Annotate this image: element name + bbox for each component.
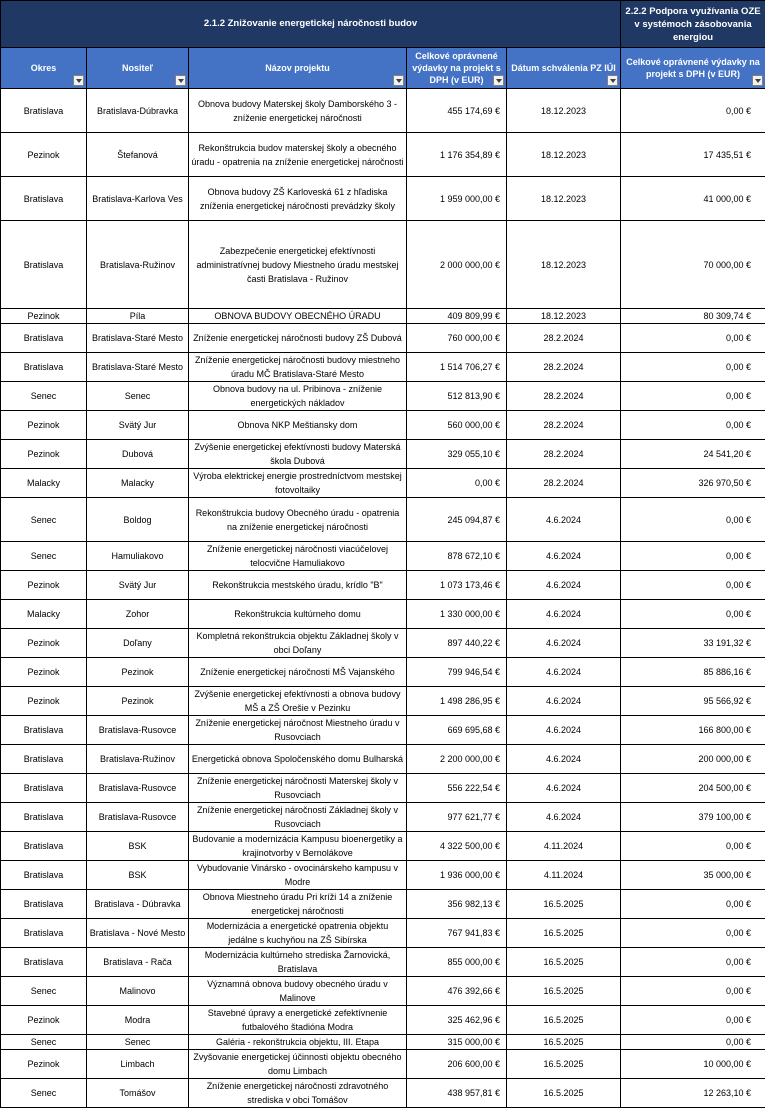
cell-vydavky-oze[interactable]: 204 500,00 € [621, 774, 765, 803]
cell-vydavky[interactable]: 329 055,10 € [407, 440, 507, 469]
table-row [1, 353, 765, 382]
cell-vydavky-oze[interactable]: 35 000,00 € [621, 861, 765, 890]
filter-dropdown-icon[interactable] [175, 75, 186, 86]
table-row [1, 658, 765, 687]
col-header-okres[interactable] [1, 48, 87, 89]
cell-nazov[interactable]: Kompletná rekonštrukcia objektu Základnej školy v obci Doľany [189, 629, 407, 658]
cell-nositel[interactable]: Modra [87, 1006, 189, 1035]
cell-okres[interactable]: Malacky [1, 600, 87, 629]
cell-nazov[interactable]: Obnova budovy ZŠ Karloveská 61 z hľadiska zníženia energetickej náročnosti prevádzky školy [189, 177, 407, 221]
cell-nazov[interactable]: Zníženie energetickej náročnosti MŠ Vajanského [189, 658, 407, 687]
cell-datum[interactable]: 4.11.2024 [507, 832, 621, 861]
filter-dropdown-icon[interactable] [493, 75, 504, 86]
col-header-vydavky-oze-label: Celkové oprávnené výdavky na projekt s DPH (v EUR) [626, 57, 760, 79]
cell-okres[interactable]: Bratislava [1, 89, 87, 133]
cell-datum[interactable]: 4.6.2024 [507, 571, 621, 600]
cell-okres[interactable]: Bratislava [1, 832, 87, 861]
cell-datum[interactable]: 18.12.2023 [507, 89, 621, 133]
cell-vydavky-oze[interactable]: 95 566,92 € [621, 687, 765, 716]
cell-vydavky-oze[interactable]: 0,00 € [621, 977, 765, 1006]
cell-datum[interactable]: 4.6.2024 [507, 687, 621, 716]
cell-nositel[interactable]: Svätý Jur [87, 571, 189, 600]
cell-nazov[interactable]: Zníženie energetickej náročnosti viacúčelovej telocvične Hamuliakovo [189, 542, 407, 571]
cell-vydavky-oze[interactable]: 41 000,00 € [621, 177, 765, 221]
cell-nositel[interactable]: Boldog [87, 498, 189, 542]
cell-nositel[interactable]: Bratislava-Ružinov [87, 221, 189, 309]
cell-datum[interactable]: 4.11.2024 [507, 861, 621, 890]
cell-datum[interactable]: 18.12.2023 [507, 309, 621, 324]
cell-okres[interactable]: Bratislava [1, 890, 87, 919]
cell-datum[interactable]: 16.5.2025 [507, 977, 621, 1006]
cell-nazov[interactable]: Zníženie energetickej náročnosti budovy miestneho úradu MČ Bratislava-Staré Mesto [189, 353, 407, 382]
cell-vydavky[interactable]: 245 094,87 € [407, 498, 507, 542]
col-header-nazov[interactable] [189, 48, 407, 89]
cell-datum[interactable]: 4.6.2024 [507, 629, 621, 658]
cell-vydavky[interactable]: 1 176 354,89 € [407, 133, 507, 177]
table-row [1, 177, 765, 221]
cell-nazov[interactable]: Zníženie energetickej náročnosti zdravotného strediska v obci Tomášov [189, 1079, 407, 1108]
cell-nazov[interactable]: Významná obnova budovy obecného úradu v Malinove [189, 977, 407, 1006]
cell-okres[interactable]: Senec [1, 977, 87, 1006]
table-row [1, 890, 765, 919]
cell-nositel[interactable]: Bratislava-Rusovce [87, 716, 189, 745]
cell-vydavky[interactable]: 206 600,00 € [407, 1050, 507, 1079]
cell-datum[interactable]: 4.6.2024 [507, 542, 621, 571]
table-row [1, 89, 765, 133]
cell-okres[interactable]: Senec [1, 542, 87, 571]
cell-nositel[interactable]: Senec [87, 382, 189, 411]
cell-vydavky[interactable]: 556 222,54 € [407, 774, 507, 803]
col-header-okres-label: Okres [31, 63, 57, 73]
table-row [1, 629, 765, 658]
cell-okres[interactable]: Pezinok [1, 440, 87, 469]
table-row [1, 440, 765, 469]
cell-nositel[interactable]: Bratislava - Rača [87, 948, 189, 977]
cell-okres[interactable]: Bratislava [1, 716, 87, 745]
cell-vydavky[interactable]: 2 200 000,00 € [407, 745, 507, 774]
cell-vydavky-oze[interactable]: 0,00 € [621, 600, 765, 629]
cell-vydavky-oze[interactable]: 0,00 € [621, 571, 765, 600]
cell-okres[interactable]: Bratislava [1, 774, 87, 803]
cell-datum[interactable]: 4.6.2024 [507, 658, 621, 687]
cell-datum[interactable]: 18.12.2023 [507, 221, 621, 309]
cell-datum[interactable]: 4.6.2024 [507, 498, 621, 542]
cell-vydavky[interactable]: 760 000,00 € [407, 324, 507, 353]
cell-nazov[interactable]: Zníženie energetickej náročnosti Materskej školy v Rusovciach [189, 774, 407, 803]
cell-nazov[interactable]: Modernizácia kultúrneho strediska Žarnovická, Bratislava [189, 948, 407, 977]
cell-okres[interactable]: Bratislava [1, 745, 87, 774]
cell-datum[interactable]: 28.2.2024 [507, 324, 621, 353]
table-row [1, 324, 765, 353]
col-header-nositel[interactable] [87, 48, 189, 89]
filter-dropdown-icon[interactable] [393, 75, 404, 86]
cell-nazov[interactable]: Stavebné úpravy a energetické zefektívnenie futbalového štadióna Modra [189, 1006, 407, 1035]
cell-datum[interactable]: 4.6.2024 [507, 600, 621, 629]
cell-nositel[interactable]: BSK [87, 861, 189, 890]
cell-vydavky[interactable]: 455 174,69 € [407, 89, 507, 133]
cell-datum[interactable]: 16.5.2025 [507, 948, 621, 977]
table-row [1, 411, 765, 440]
table-row [1, 803, 765, 832]
cell-datum[interactable]: 4.6.2024 [507, 774, 621, 803]
section-222-title: 2.2.2 Podpora využívania OZE v systémoch zásobovania energiou [621, 1, 765, 48]
cell-okres[interactable]: Bratislava [1, 919, 87, 948]
cell-nazov[interactable]: Zníženie energetickej náročnost Miestneho úradu v Rusovciach [189, 716, 407, 745]
cell-vydavky-oze[interactable]: 0,00 € [621, 89, 765, 133]
cell-vydavky[interactable]: 315 000,00 € [407, 1035, 507, 1050]
cell-datum[interactable]: 28.2.2024 [507, 382, 621, 411]
cell-vydavky[interactable]: 977 621,77 € [407, 803, 507, 832]
cell-nazov[interactable]: Rekonštrukcia kultúrneho domu [189, 600, 407, 629]
cell-vydavky[interactable]: 512 813,90 € [407, 382, 507, 411]
cell-nazov[interactable]: Vybudovanie Vinársko - ovocinárskeho kampusu v Modre [189, 861, 407, 890]
cell-vydavky-oze[interactable]: 0,00 € [621, 1006, 765, 1035]
cell-okres[interactable]: Bratislava [1, 177, 87, 221]
cell-vydavky-oze[interactable]: 85 886,16 € [621, 658, 765, 687]
cell-nositel[interactable]: BSK [87, 832, 189, 861]
cell-okres[interactable]: Pezinok [1, 571, 87, 600]
cell-vydavky-oze[interactable]: 166 800,00 € [621, 716, 765, 745]
cell-datum[interactable]: 16.5.2025 [507, 1006, 621, 1035]
cell-vydavky[interactable]: 1 514 706,27 € [407, 353, 507, 382]
cell-okres[interactable]: Senec [1, 382, 87, 411]
cell-nositel[interactable]: Bratislava-Staré Mesto [87, 324, 189, 353]
cell-vydavky-oze[interactable]: 33 191,32 € [621, 629, 765, 658]
cell-vydavky[interactable]: 1 073 173,46 € [407, 571, 507, 600]
cell-datum[interactable]: 18.12.2023 [507, 177, 621, 221]
cell-datum[interactable]: 4.6.2024 [507, 803, 621, 832]
cell-nazov[interactable]: Zvýšenie energetickej efektívnosti budovy Materská škola Dubová [189, 440, 407, 469]
cell-nositel[interactable]: Tomášov [87, 1079, 189, 1108]
cell-datum[interactable]: 16.5.2025 [507, 1050, 621, 1079]
cell-vydavky-oze[interactable]: 10 000,00 € [621, 1050, 765, 1079]
cell-vydavky-oze[interactable]: 0,00 € [621, 1035, 765, 1050]
cell-vydavky[interactable]: 0,00 € [407, 469, 507, 498]
cell-vydavky[interactable]: 4 322 500,00 € [407, 832, 507, 861]
cell-okres[interactable]: Bratislava [1, 803, 87, 832]
cell-nazov[interactable]: Rekonštrukcia budov materskej školy a obecného úradu - opatrenia na zníženie energetickej náročnosti [189, 133, 407, 177]
cell-vydavky[interactable]: 897 440,22 € [407, 629, 507, 658]
cell-nositel[interactable]: Štefanová [87, 133, 189, 177]
cell-vydavky[interactable]: 356 982,13 € [407, 890, 507, 919]
cell-nositel[interactable]: Bratislava-Karlova Ves [87, 177, 189, 221]
cell-nositel[interactable]: Limbach [87, 1050, 189, 1079]
cell-nositel[interactable]: Pezinok [87, 658, 189, 687]
cell-vydavky-oze[interactable]: 70 000,00 € [621, 221, 765, 309]
cell-okres[interactable]: Pezinok [1, 629, 87, 658]
cell-vydavky[interactable]: 409 809,99 € [407, 309, 507, 324]
cell-okres[interactable]: Senec [1, 1035, 87, 1050]
cell-vydavky-oze[interactable]: 0,00 € [621, 832, 765, 861]
cell-nazov[interactable]: Budovanie a modernizácia Kampusu bioenergetiky a krajinotvorby v Bernolákove [189, 832, 407, 861]
table-row [1, 571, 765, 600]
cell-datum[interactable]: 28.2.2024 [507, 469, 621, 498]
cell-nositel[interactable]: Malacky [87, 469, 189, 498]
cell-vydavky[interactable]: 1 330 000,00 € [407, 600, 507, 629]
col-header-datum[interactable] [507, 48, 621, 89]
cell-nazov[interactable]: Galéria - rekonštrukcia objektu, III. Etapa [189, 1035, 407, 1050]
column-header-row [1, 48, 765, 89]
cell-vydavky[interactable]: 878 672,10 € [407, 542, 507, 571]
cell-nazov[interactable]: Zabezpečenie energetickej efektívnosti administratívnej budovy Miestneho úradu mestskej časti Bratislava - Ružinov [189, 221, 407, 309]
section-header-row [1, 1, 765, 48]
cell-datum[interactable]: 18.12.2023 [507, 133, 621, 177]
cell-nazov[interactable]: Energetická obnova Spoločenského domu Bulharská [189, 745, 407, 774]
cell-datum[interactable]: 28.2.2024 [507, 440, 621, 469]
cell-nositel[interactable]: Hamuliakovo [87, 542, 189, 571]
cell-vydavky[interactable]: 855 000,00 € [407, 948, 507, 977]
cell-nazov[interactable]: Zvyšovanie energetickej účinnosti objektu obecného domu Limbach [189, 1050, 407, 1079]
cell-nazov[interactable]: Rekonštrukcia mestského úradu, krídlo "B" [189, 571, 407, 600]
cell-vydavky[interactable]: 325 462,96 € [407, 1006, 507, 1035]
cell-okres[interactable]: Bratislava [1, 948, 87, 977]
table-row [1, 977, 765, 1006]
cell-vydavky-oze[interactable]: 0,00 € [621, 411, 765, 440]
cell-vydavky-oze[interactable]: 326 970,50 € [621, 469, 765, 498]
cell-okres[interactable]: Bratislava [1, 324, 87, 353]
cell-vydavky[interactable]: 438 957,81 € [407, 1079, 507, 1108]
col-header-vydavky[interactable] [407, 48, 507, 89]
table-row [1, 133, 765, 177]
cell-datum[interactable]: 16.5.2025 [507, 890, 621, 919]
col-header-datum-label: Dátum schválenia PZ IÚI [511, 63, 616, 73]
cell-nazov[interactable]: Obnova budovy Materskej školy Damborského 3 - zníženie energetickej náročnosti [189, 89, 407, 133]
table-row [1, 716, 765, 745]
table-row [1, 948, 765, 977]
cell-vydavky[interactable]: 1 959 000,00 € [407, 177, 507, 221]
table-row [1, 832, 765, 861]
filter-dropdown-icon[interactable] [607, 75, 618, 86]
cell-vydavky-oze[interactable]: 0,00 € [621, 324, 765, 353]
cell-datum[interactable]: 4.6.2024 [507, 745, 621, 774]
col-header-nositel-label: Nositeľ [122, 63, 153, 73]
cell-nazov[interactable]: Obnova Miestneho úradu Pri kríži 14 a zníženie energetickej náročnosti [189, 890, 407, 919]
cell-vydavky[interactable]: 2 000 000,00 € [407, 221, 507, 309]
table-row [1, 745, 765, 774]
cell-nazov[interactable]: OBNOVA BUDOVY OBECNÉHO ÚRADU [189, 309, 407, 324]
cell-vydavky-oze[interactable]: 0,00 € [621, 948, 765, 977]
cell-vydavky[interactable]: 767 941,83 € [407, 919, 507, 948]
table-row [1, 498, 765, 542]
table-body [1, 89, 765, 1108]
cell-vydavky[interactable]: 1 498 286,95 € [407, 687, 507, 716]
cell-nazov[interactable]: Výroba elektrickej energie prostredníctvom mestskej fotovoltaiky [189, 469, 407, 498]
cell-vydavky-oze[interactable]: 0,00 € [621, 919, 765, 948]
cell-okres[interactable]: Pezinok [1, 411, 87, 440]
cell-nositel[interactable]: Píla [87, 309, 189, 324]
cell-okres[interactable]: Malacky [1, 469, 87, 498]
cell-okres[interactable]: Senec [1, 498, 87, 542]
cell-nositel[interactable]: Bratislava-Dúbravka [87, 89, 189, 133]
table-row [1, 309, 765, 324]
cell-nazov[interactable]: Zníženie energetickej náročnosti budovy ZŠ Dubová [189, 324, 407, 353]
table-row [1, 1035, 765, 1050]
cell-datum[interactable]: 16.5.2025 [507, 919, 621, 948]
cell-nazov[interactable]: Zníženie energetickej náročnosti Základnej školy v Rusovciach [189, 803, 407, 832]
filter-dropdown-icon[interactable] [752, 75, 763, 86]
cell-datum[interactable]: 28.2.2024 [507, 353, 621, 382]
cell-okres[interactable]: Pezinok [1, 687, 87, 716]
table-row [1, 919, 765, 948]
section-212-title: 2.1.2 Znižovanie energetickej náročnosti budov [1, 1, 621, 48]
cell-datum[interactable]: 16.5.2025 [507, 1035, 621, 1050]
col-header-vydavky-label: Celkové oprávnené výdavky na projekt s DPH (v EUR) [412, 51, 501, 85]
cell-nositel[interactable]: Bratislava - Dúbravka [87, 890, 189, 919]
cell-nositel[interactable]: Pezinok [87, 687, 189, 716]
cell-nazov[interactable]: Obnova NKP Meštiansky dom [189, 411, 407, 440]
cell-vydavky[interactable]: 476 392,66 € [407, 977, 507, 1006]
cell-vydavky[interactable]: 669 695,68 € [407, 716, 507, 745]
col-header-nazov-label: Názov projektu [265, 63, 330, 73]
cell-datum[interactable]: 4.6.2024 [507, 716, 621, 745]
cell-datum[interactable]: 28.2.2024 [507, 411, 621, 440]
cell-nositel[interactable]: Bratislava-Rusovce [87, 774, 189, 803]
cell-vydavky-oze[interactable]: 200 000,00 € [621, 745, 765, 774]
cell-nazov[interactable]: Obnova budovy na ul. Pribinova - zníženie energetických nákladov [189, 382, 407, 411]
table-row [1, 221, 765, 309]
cell-okres[interactable]: Bratislava [1, 353, 87, 382]
cell-vydavky-oze[interactable]: 80 309,74 € [621, 309, 765, 324]
cell-nositel[interactable]: Bratislava-Staré Mesto [87, 353, 189, 382]
cell-nositel[interactable]: Bratislava - Nové Mesto [87, 919, 189, 948]
cell-nositel[interactable]: Senec [87, 1035, 189, 1050]
cell-nositel[interactable]: Bratislava-Ružinov [87, 745, 189, 774]
cell-datum[interactable]: 16.5.2025 [507, 1079, 621, 1108]
cell-okres[interactable]: Bratislava [1, 861, 87, 890]
table-row [1, 687, 765, 716]
table-row [1, 382, 765, 411]
cell-okres[interactable]: Bratislava [1, 221, 87, 309]
table-row [1, 1006, 765, 1035]
cell-okres[interactable]: Pezinok [1, 1050, 87, 1079]
cell-vydavky-oze[interactable]: 379 100,00 € [621, 803, 765, 832]
cell-okres[interactable]: Pezinok [1, 309, 87, 324]
cell-okres[interactable]: Pezinok [1, 658, 87, 687]
cell-vydavky-oze[interactable]: 24 541,20 € [621, 440, 765, 469]
cell-vydavky[interactable]: 1 936 000,00 € [407, 861, 507, 890]
cell-nazov[interactable]: Rekonštrukcia budovy Obecného úradu - opatrenia na zníženie energetickej náročnosti [189, 498, 407, 542]
cell-vydavky-oze[interactable]: 0,00 € [621, 542, 765, 571]
cell-nositel[interactable]: Bratislava-Rusovce [87, 803, 189, 832]
cell-okres[interactable]: Pezinok [1, 1006, 87, 1035]
cell-nazov[interactable]: Zvýšenie energetickej efektívnosti a obnova budovy MŠ a ZŠ Orešie v Pezinku [189, 687, 407, 716]
cell-okres[interactable]: Pezinok [1, 133, 87, 177]
cell-vydavky-oze[interactable]: 0,00 € [621, 498, 765, 542]
table-row [1, 542, 765, 571]
cell-nazov[interactable]: Modernizácia a energetické opatrenia objektu jedálne s kuchyňou na ZŠ Sibírska [189, 919, 407, 948]
cell-nositel[interactable]: Svätý Jur [87, 411, 189, 440]
cell-nositel[interactable]: Malinovo [87, 977, 189, 1006]
table-row [1, 469, 765, 498]
table-row [1, 1050, 765, 1079]
table-row [1, 1079, 765, 1108]
cell-vydavky-oze[interactable]: 0,00 € [621, 382, 765, 411]
table-row [1, 600, 765, 629]
cell-vydavky[interactable]: 799 946,54 € [407, 658, 507, 687]
cell-vydavky[interactable]: 560 000,00 € [407, 411, 507, 440]
cell-nositel[interactable]: Doľany [87, 629, 189, 658]
table-row [1, 861, 765, 890]
cell-vydavky-oze[interactable]: 0,00 € [621, 353, 765, 382]
col-header-vydavky-oze[interactable] [621, 48, 765, 89]
cell-nositel[interactable]: Zohor [87, 600, 189, 629]
table-row [1, 774, 765, 803]
cell-vydavky-oze[interactable]: 12 263,10 € [621, 1079, 765, 1108]
cell-okres[interactable]: Senec [1, 1079, 87, 1108]
cell-vydavky-oze[interactable]: 0,00 € [621, 890, 765, 919]
filter-dropdown-icon[interactable] [73, 75, 84, 86]
cell-vydavky-oze[interactable]: 17 435,51 € [621, 133, 765, 177]
cell-nositel[interactable]: Dubová [87, 440, 189, 469]
